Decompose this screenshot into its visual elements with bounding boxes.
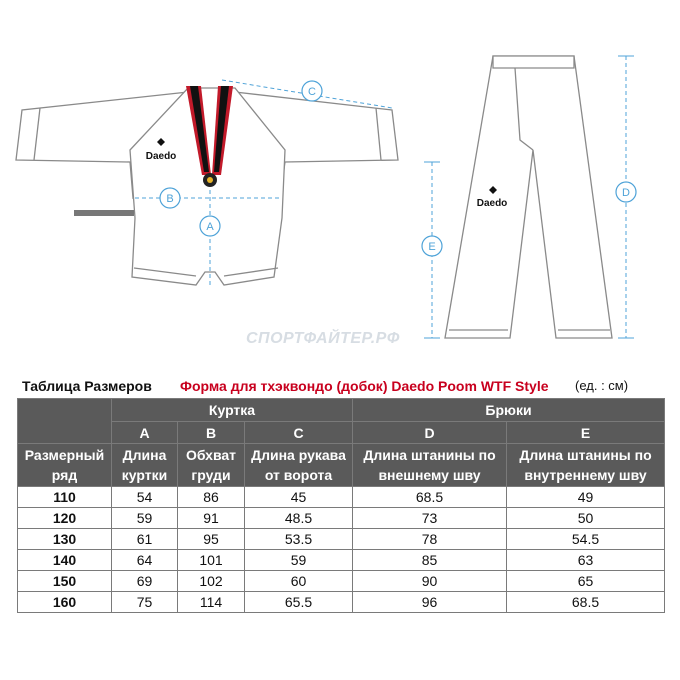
jacket-illustration [16,88,398,285]
corner-cell [18,399,112,444]
inseam-header: Длина штанины по внутреннему шву [507,444,665,487]
value-cell: 75 [112,592,178,613]
table-row [18,508,665,529]
letter-e: E [507,422,665,444]
value-cell: 59 [112,508,178,529]
letter-c: C [245,422,353,444]
pants-illustration [445,56,612,338]
table-row [18,529,665,550]
value-cell: 78 [353,529,507,550]
column-header-row [18,444,665,487]
value-cell: 54 [112,487,178,508]
size-cell: 130 [18,529,112,550]
dim-c-label: C [308,86,316,98]
sleeve-length-header: Длина рукава от ворота [245,444,353,487]
table-row [18,571,665,592]
jacket-group-header: Куртка [112,399,353,422]
value-cell: 65 [507,571,665,592]
watermark: СПОРТФАЙТЕР.РФ [246,330,400,347]
product-title: Форма для тхэквондо (добок) Daedo Poom WTF Style [180,378,549,394]
value-cell: 53.5 [245,529,353,550]
value-cell: 64 [112,550,178,571]
value-cell: 65.5 [245,592,353,613]
letter-row [18,422,665,444]
unit-label: (ед. : см) [575,378,629,393]
table-row [18,592,665,613]
table-row [18,550,665,571]
value-cell: 68.5 [507,592,665,613]
value-cell: 86 [178,487,245,508]
group-header-row [18,399,665,422]
value-cell: 90 [353,571,507,592]
size-cell: 160 [18,592,112,613]
pants-group-header: Брюки [353,399,665,422]
letter-a: A [112,422,178,444]
value-cell: 61 [112,529,178,550]
value-cell: 95 [178,529,245,550]
value-cell: 91 [178,508,245,529]
value-cell: 48.5 [245,508,353,529]
size-cell: 140 [18,550,112,571]
belt-strip [74,210,134,216]
value-cell: 59 [245,550,353,571]
value-cell: 73 [353,508,507,529]
value-cell: 114 [178,592,245,613]
value-cell: 96 [353,592,507,613]
value-cell: 69 [112,571,178,592]
dim-e-label: E [428,241,436,253]
value-cell: 60 [245,571,353,592]
brand-label-jacket: Daedo [145,151,177,162]
value-cell: 68.5 [353,487,507,508]
dim-d-label: D [622,187,630,199]
dim-a-label: A [206,221,214,233]
letter-b: B [178,422,245,444]
size-cell: 110 [18,487,112,508]
value-cell: 63 [507,550,665,571]
dim-b-label: B [166,193,174,205]
value-cell: 49 [507,487,665,508]
value-cell: 102 [178,571,245,592]
size-cell: 120 [18,508,112,529]
value-cell: 54.5 [507,529,665,550]
table-row [18,487,665,508]
value-cell: 85 [353,550,507,571]
value-cell: 50 [507,508,665,529]
outseam-header: Длина штанины по внешнему шву [353,444,507,487]
value-cell: 45 [245,487,353,508]
size-table-label: Таблица Размеров [22,378,152,394]
size-table [17,398,665,613]
letter-d: D [353,422,507,444]
value-cell: 101 [178,550,245,571]
size-cell: 150 [18,571,112,592]
brand-label-pants: Daedo [476,198,508,209]
jacket-length-header: Длина куртки [112,444,178,487]
size-column-header: Размерный ряд [18,444,112,487]
chest-girth-header: Обхват груди [178,444,245,487]
